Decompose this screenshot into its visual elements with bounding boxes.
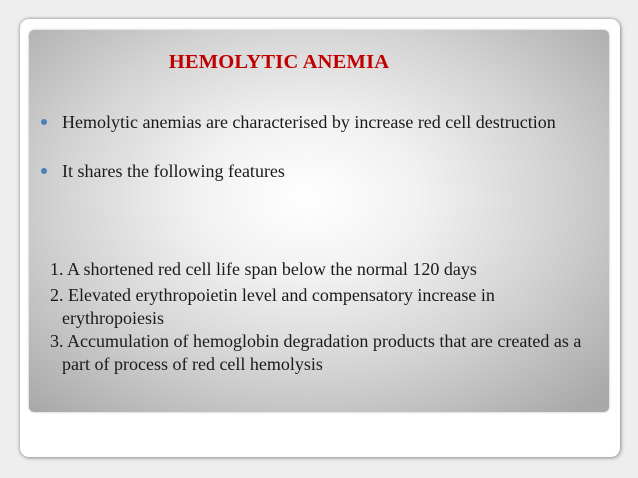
- bullet-text: Hemolytic anemias are characterised by increase red cell destruction: [62, 112, 556, 132]
- feature-item: 3. Accumulation of hemoglobin degradation products that are created as a part of process of red cell hemolysis: [50, 331, 582, 374]
- bullet-item: [41, 110, 596, 134]
- bullet-dot-icon: [41, 168, 47, 174]
- feature-item: 1. A shortened red cell life span below the normal 120 days: [50, 259, 477, 279]
- features-list: [40, 258, 600, 376]
- bullet-item: [41, 159, 596, 183]
- bullet-text: It shares the following features: [62, 161, 285, 181]
- bullet-list: [41, 110, 596, 208]
- content-panel: [29, 30, 609, 412]
- feature-item: 2. Elevated erythropoietin level and compensatory increase in erythropoiesis: [50, 285, 495, 328]
- bullet-dot-icon: [41, 119, 47, 125]
- slide-title: HEMOLYTIC ANEMIA: [168, 51, 390, 73]
- slide-frame: [20, 19, 620, 457]
